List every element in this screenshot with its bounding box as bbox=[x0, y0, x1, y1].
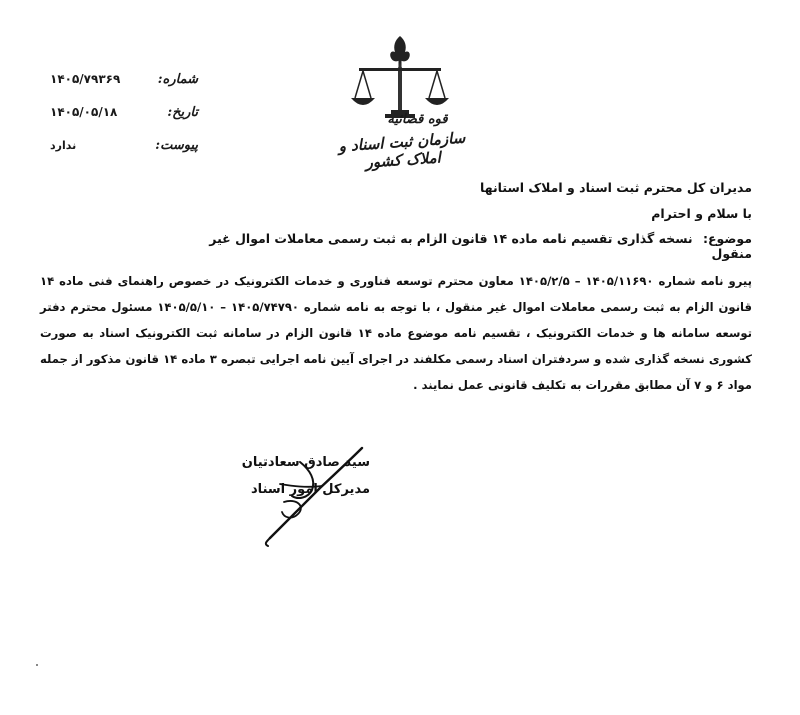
letter-date-value: ۱۴۰۵/۰۵/۱۸ bbox=[50, 105, 118, 119]
organization-name: سازمان ثبت اسناد و املاک کشور bbox=[337, 128, 466, 172]
signer-title: مدیرکل امور اسناد bbox=[251, 482, 370, 497]
letter-date-row bbox=[48, 105, 198, 138]
letter-attachment-row bbox=[48, 138, 198, 171]
addressee-line: مدیران کل محترم ثبت اسناد و املاک استانها bbox=[480, 180, 752, 195]
organization-header bbox=[320, 112, 485, 172]
handwritten-signature bbox=[240, 440, 380, 550]
scan-speck bbox=[36, 664, 38, 666]
letter-body: پیرو نامه شماره ۱۴۰۵/۱۱۶۹۰ – ۱۴۰۵/۲/۵ معاون محترم توسعه فناوری و خدمات الکترونیک در خصوص راهنمای فنی ماده ۱۴ قانون الزام به ثبت رسمی معاملات اموال غیر منقول ، با توجه به نامه شماره ۱۴۰۵/۷۴۷۹۰ – ۱۴۰۵/۵/۱۰ مسئول محترم دفتر توسعه سامانه ها و خدمات الکترونیک ، تقسیم نامه موضوع ماده ۱۴ قانون الزام در سامانه ثبت الکترونیک اسناد به صورت کشوری نسخه گذاری شده و سردفتران اسناد رسمی مکلفند در اجرای آیین نامه اجرایی تبصره ۳ ماده ۱۴ قانون مذکور از جمله مواد ۶ و ۷ آن مطابق مقررات به تکلیف قانونی عمل نمایند . bbox=[40, 274, 752, 392]
letter-number-label: شماره: bbox=[157, 72, 198, 87]
letter-attachment-value: ندارد bbox=[50, 139, 77, 152]
letter-number-row bbox=[48, 72, 198, 105]
subject-line bbox=[192, 231, 752, 261]
subject-label: موضوع: bbox=[702, 231, 752, 246]
letter-attachment-label: پیوست: bbox=[155, 138, 198, 153]
letter-meta bbox=[48, 72, 198, 171]
greeting-line: با سلام و احترام bbox=[651, 206, 752, 221]
signer-name: سید صادق سعادتیان bbox=[241, 455, 370, 470]
subject-text: نسخه گذاری تقسیم نامه ماده ۱۴ قانون الزام به ثبت رسمی معاملات اموال غیر منقول bbox=[209, 231, 752, 261]
letter-number-value: ۱۴۰۵/۷۹۳۶۹ bbox=[50, 72, 121, 86]
letter-date-label: تاریخ: bbox=[167, 105, 198, 120]
judiciary-name: قوه قضائیه bbox=[387, 112, 448, 127]
